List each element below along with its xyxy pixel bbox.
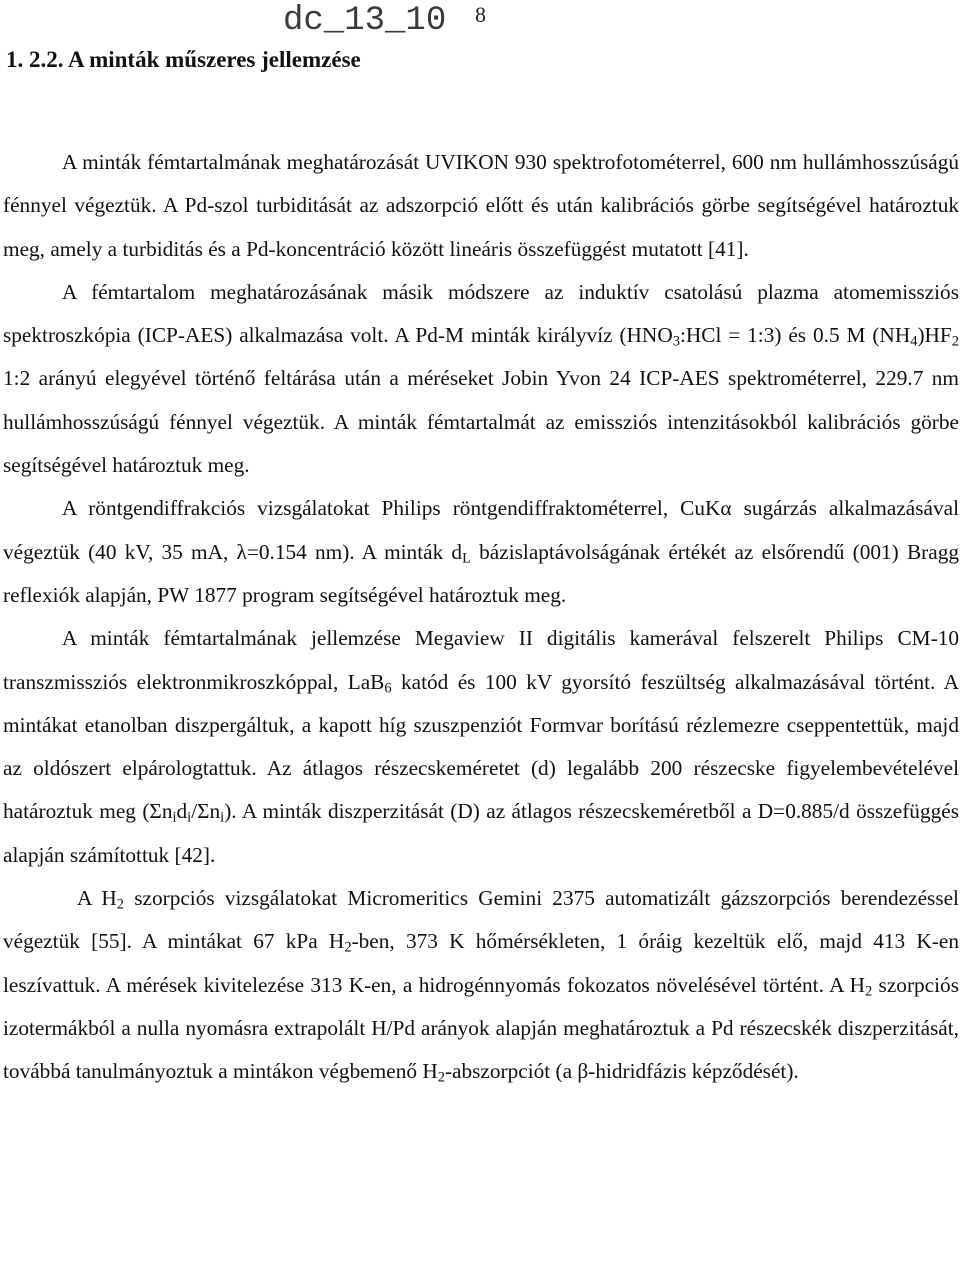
text-run: 1:2 arányú elegyével történő feltárása után a méréseket Jobin Yvon 24 ICP-AES spektrométerrel, 229.7 nm hullámhosszúságú fénnyel végeztük. A minták fémtartalmát az emissziós intenzitásokból kalibrációs görbe segítségével határoztuk meg.	[3, 366, 959, 478]
text-run: szorpciós izotermákból a nulla nyomásra extrapolált H/Pd arányok alapján meghatároztuk a Pd részecskék diszperzitását, továbbá tanulmányoztuk a mintákon végbemenő H	[3, 972, 959, 1084]
text-run: bázislaptávolságának értékét az elsőrendű (001) Bragg reflexiók alapján, PW 1877 program segítségével határoztuk meg.	[3, 539, 959, 607]
document-code: dc_13_10	[283, 2, 447, 40]
subscript: 3	[672, 333, 680, 350]
text-run: /Σn	[191, 799, 221, 824]
text-run: )HF	[917, 323, 952, 348]
subscript: 2	[864, 983, 873, 1000]
section-heading: 1. 2.2. A minták műszeres jellemzése	[6, 47, 361, 72]
text-run: szorpciós vizsgálatokat Micromeritics Gemini 2375 automatizált gázszorpciós berendezéssel végeztük [55]. A mintákat 67 kPa H	[3, 886, 959, 954]
page-number: 8	[475, 2, 486, 27]
subscript: i	[220, 810, 225, 827]
text-run: d	[176, 799, 188, 824]
text-run: A fémtartalom meghatározásának másik módszere az induktív csatolású plazma atomemissziós spektroszkópia (ICP-AES) alkalmazása volt. A Pd-M minták királyvíz (HNO	[3, 279, 959, 348]
subscript: i	[172, 810, 177, 827]
paragraph	[3, 487, 959, 617]
subscript: L	[462, 550, 471, 567]
text-run: A röntgendiffrakciós vizsgálatokat Philips röntgendiffraktométerrel, CuKα sugárzás alkalmazásával végeztük (40 kV, 35 mA, λ=0.154 nm). A minták d	[3, 496, 959, 564]
subscript: i	[187, 810, 192, 827]
body-text	[3, 141, 959, 1094]
text-run: :HCl = 1:3) és 0.5 M (NH	[679, 323, 911, 348]
text-run: A H	[77, 886, 117, 911]
subscript: 2	[344, 939, 352, 956]
subscript: 2	[116, 896, 125, 913]
paragraph	[3, 141, 959, 271]
text-run: A minták fémtartalmának meghatározását UVIKON 930 spektrofotométerrel, 600 nm hullámhosszúságú fénnyel végeztük. A Pd-szol turbiditását az adszorpció előtt és után kalibrációs görbe segítségével határoztuk meg, amely a turbiditás és a Pd-koncentráció között lineáris összefüggést mutatott [41].	[3, 150, 959, 261]
text-run: ). A minták diszperzitását (D) az átlagos részecskeméretből a D=0.885/d összefüggés alapján számítottuk [42].	[3, 799, 959, 867]
text-run: A minták fémtartalmának jellemzése Megaview II digitális kamerával felszerelt Philips CM-10 transzmissziós elektronmikroszkóppal, LaB	[3, 626, 959, 694]
subscript: 2	[437, 1069, 445, 1086]
paragraph	[3, 271, 959, 487]
subscript: 4	[910, 333, 918, 350]
paragraph	[3, 877, 959, 1093]
subscript: 2	[951, 333, 959, 350]
text-run: katód és 100 kV gyorsító feszültség alkalmazásával történt. A mintákat etanolban diszpergáltuk, a kapott híg szuszpenziót Formvar borítású rézlemezre cseppentettük, majd az oldószert elpárologtattuk. Az átlagos részecskeméretet (d) legalább 200 részecske figyelembevételével határoztuk meg (Σn	[3, 669, 959, 824]
text-run: -abszorpciót (a β-hidridfázis képződését).	[444, 1059, 799, 1084]
paragraph	[3, 617, 959, 877]
subscript: 6	[384, 680, 392, 697]
text-run: -ben, 373 K hőmérsékleten, 1 óráig kezeltük elő, majd 413 K-en leszívattuk. A mérések kivitelezése 313 K-en, a hidrogénnyomás fokozatos növelésével történt. A H	[3, 929, 959, 997]
